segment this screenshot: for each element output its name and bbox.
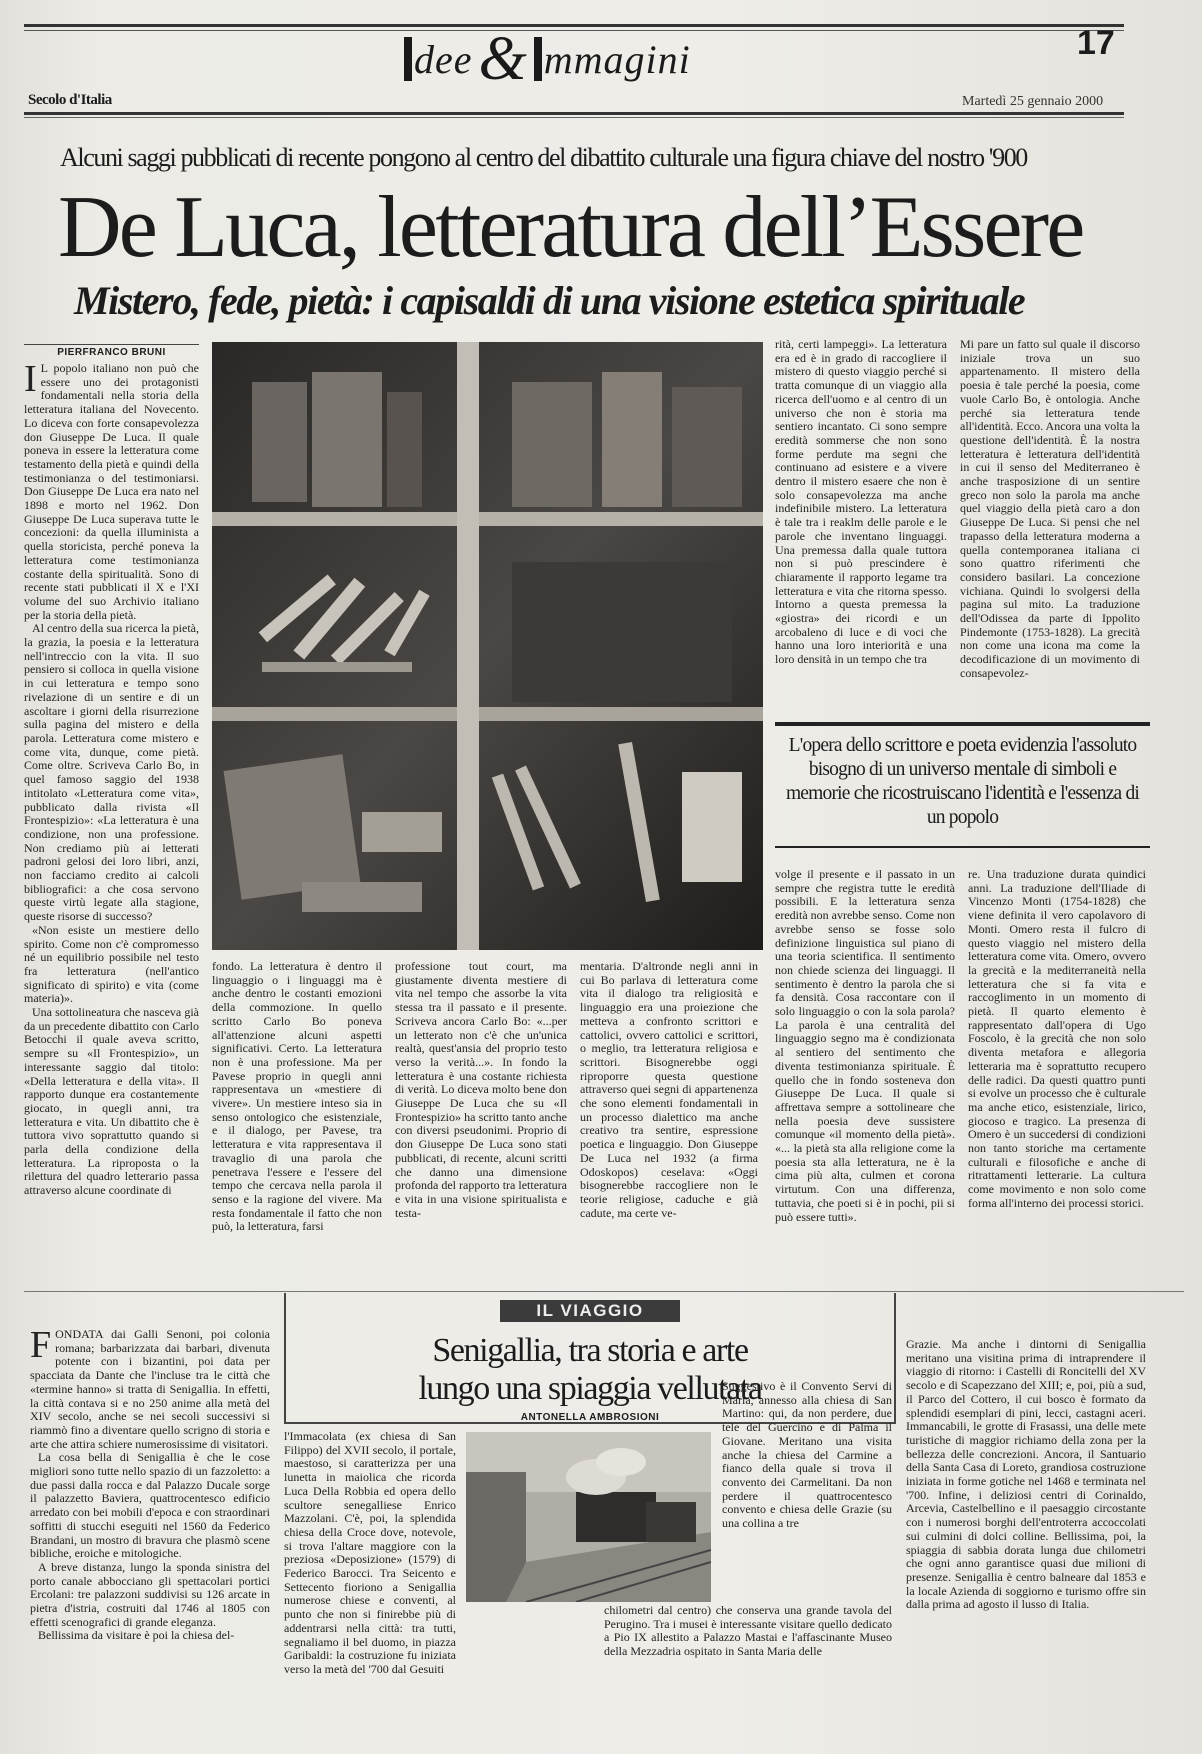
train-photo: [466, 1432, 711, 1602]
article-column-3: professione tout court, ma giustamente diventa mestiere di vita nel tempo che assorbe la vita stessa tra il passato e il presente. Scriveva ancora Carlo Bo: «...per un letterato non c'è che un'unica realtà, quest'ansia del proprio testo verso la verità...». In fondo la letteratura è una costante richiesta di verità. Lo diceva molto bene don Giuseppe De Luca che su «Il Frontespizio» ha scritto tanto anche con diversi pseudonimi. Proprio di don Giuseppe De Luca sono stati pubblicati, di recente, alcuni scritti che danno una dimensione profonda del rapporto tra letteratura e vita in una visione spiritualista e testa-: [395, 959, 567, 1220]
section-title-bar-i: [404, 37, 412, 81]
box-rule: [24, 1291, 1184, 1292]
bookshelf-photo: [212, 342, 763, 950]
article-subhead: Mistero, fede, pietà: i capisaldi di una visione estetica spirituale: [74, 278, 1025, 323]
article-column-4: mentaria. D'altronde negli anni in cui Bo parlava di letteratura come vita il dialogo tra religiosità e linguaggio era una proiezione che metteva a confronto scrittori e cattolici, ovvero cattolici e scrittori, o meglio, tra letteratura religiosa e scrittori. Bisognerebbe oggi riproporre questa questione attraverso quei segni di appartenenza che sono elementi fondamentali in un processo dialettico ma anche creativo tra sentire, espressione poetica e linguaggio. Don Giuseppe De Luca nel 1932 (a firma Odoskopos) ceselava: «Oggi bisognerebbe raccogliere non le teorie religiose, caduche e già cadute, ma certe ve-: [580, 959, 758, 1220]
paper-name: Secolo d'Italia: [28, 92, 112, 108]
article-column-6: Mi pare un fatto sul quale il discorso iniziale trova un suo appartenamento. Il mistero della poesia è tale perché la poesia, come vuole Carlo Bo, è ontologia. Anche perché sia letteratura tende all'identità. Ecco. Ancora una volta la questione dell'identità. È la nostra letteratura è letteratura dell'identità in cui il senso del Mediterraneo è anche trasposizione di un sentire greco non solo la parola ma anche quel viaggio della pietà caro a don Giuseppe De Luca. Si pensi che nel trapasso della letteratura moderna a quella contemporanea italiana ci sono quattro riferimenti che considero basilari. La concezione vichiana. Quindi lo svolgersi della pagina sul mito. La traduzione dell'Odissea da parte di Ippolito Pindemonte (1753-1828). La grecità non come una icona ma come la decodificazione di un movimento di consapevolez-: [960, 337, 1140, 680]
drop-cap: I: [24, 358, 37, 400]
article-headline: De Luca, letteratura dell’Essere: [58, 179, 1083, 276]
masthead-rule: [24, 117, 1124, 118]
article-byline: PIERFRANCO BRUNI: [24, 344, 199, 358]
box-byline: ANTONELLA AMBROSIONI: [520, 1412, 660, 1423]
masthead-rule: [24, 112, 1124, 115]
section-title-bar-i: [534, 37, 542, 81]
bookshelf-photo-image: [212, 342, 763, 950]
box-column-4: Grazie. Ma anche i dintorni di Senigallia meritano una visitina prima di intraprendere il viaggio di ritorno: i Castelli di Roncitelli del XV secolo e di Scapezzano del XIII; e, poi, più a sud, il Parco del Cottero, il cui bosco è formato da splendidi esemplari di pini, lecci, castagni aceri. Immancabili, le grotte di Frasassi, una delle mete turistiche di maggior richiamo della zona per la bellezza delle concrezioni. Ancora, il Santuario della Santa Casa di Loreto, grandiosa costruzione iniziata in forme gotiche nel 1468 e terminata nel '700. Infine, i deliziosi centri di Corinaldo, Arcevia, Castelbellino e il paesaggio circostante con i numerosi borghi dell'entroterra accoccolati sui culmini di dolci colline. Bellissima, poi, la spiaggia di sabbia dorata lunga due chilometri che ogni anno garantisce quasi due milioni di presenze. Senigallia è centro balneare dal 1853 e la locale Azienda di soggiorno e turismo offre sin dalla prima ad agosto il lusso di Italia.: [906, 1337, 1146, 1612]
section-title: dee& mmagini: [404, 24, 691, 95]
pull-quote: L'opera dello scrittore e poeta evidenzia l'assoluto bisogno di un universo mentale di simboli e memorie che ricostruiscano l'identità e l'essenza di un popolo: [775, 722, 1150, 848]
article-column-5-continued: volge il presente e il passato in un sempre che registra tutte le eredità possibili. E la letteratura senza eredità non avrebbe senso. Come non avrebbe senso se fosse solo definizione linguistica sul piano di una teoria scientifica. Il sentimento non chiede scienza dei linguaggi. Il sentimento è dentro la parola che si fa densità. Cosa raccontare con il solo linguaggio o con la sola parola? La parola è una centralità del linguaggio segno ma è condizionata al sentiero del sentimento che diventa testimonianza spirituale. È quello che in fondo sosteneva don Giuseppe De Luca. Il quale si affrettava sempre a sottolineare che nella poesia deve sussistere comunque «il momento della pietà». «... la pietà sta alla religione come la poesia sta alla letteratura, ne è la cima più alta, culmen et corona virtutum. Con una differenza, tuttavia, che poeti si è in pochi, pii si può essere tutti».: [775, 867, 955, 1224]
article-column-1: I L popolo italiano non può che essere uno dei protagonisti fondamentali nella storia della letteratura italiana del Novecento. Lo diceva con forte consapevolezza don Giuseppe De Luca. Il quale poneva in essere la letteratura come testamento della pietà e quindi della testimonianza o del testimoniarsi. Don Giuseppe De Luca era nato nel 1898 e morto nel 1962. Don Giuseppe De Luca superava tutte le concezioni: da quella illuminista a quella storicista, perché poneva la letteratura come testimonianza costante della spiritualità. Sono di recente stati pubblicati il X e l'XI volume del suo Archivio italiano per la storia della pietà. Al centro della sua ricerca la pietà, la grazia, la poesia e la letteratura nell'intreccio con la vita. Il suo pensiero si colloca in quella visione in cui letteratura e tempo sono rivelazione di un sentire e di un ascoltare i giorni della risurrezione sulla pagina del mistero e della parola. Letteratura come mistero e come vita, dunque, come pietà. Come oltre. Scriveva Carlo Bo, in quel famoso saggio del 1938 intitolato «Letteratura come vita», pubblicato dalla rivista «Il Frontespizio»: «La letteratura è una condizione, non una professione. Non crediamo più ai letterati padroni gelosi dei loro libri, anzi, non facciamo credito ai calcoli bibliografici: a che cosa servono queste virtù legate alla stagione, queste risorse di successo? «Non esiste un mestiere dello spirito. Come non c'è compromesso né un equilibrio possibile nel testo fra letteratura (nell'antico significato di spirito) e vita (come materia)». Una sottolineatura che nasceva già da un precedente dibattito con Carlo Betocchi il quale aveva scritto, sempre su «Il Frontespizio», un interessante saggio dal titolo: «Della letteratura e della vita». Il rapporto dunque era costantemente giocato, in quegli anni, tra letteratura e vita. Un dibattito che è tuttora vivo soprattutto quando si parla della condizione della letteratura. La riproposta o la rilettura del quadro letterario passa attraverso alcune coordinate di: [24, 358, 199, 1198]
article-kicker: Alcuni saggi pubblicati di recente pongono al centro del dibattito culturale una figura chiave del nostro '900: [60, 143, 1027, 172]
box-headline: Senigallia, tra storia e arte lungo una spiaggia vellutata: [418, 1332, 762, 1407]
article-column-5: rità, certi lampeggi». La letteratura era ed è in grado di raccogliere il mistero di questo viaggio perché si tratta comunque di un viaggio alla ricerca dell'uomo e al centro di un universo che non è storia ma sentiero incantato. Ci sono sempre eredità sommerse che non sono forme perdute ma segni che continuano ad esistere e a vivere dentro il mistero esaere che non è solo consapevolezza ma anche indefinibile mistero. La letteratura è tale tra i reaklm delle parole e le parole che inventano linguaggi. Una premessa dalla quale tuttora non si può prescindere è chiaramente il rapporto legame tra letteratura e vita che ritorna spesso. Intorno a questa premessa la «giostra» dei ricordi e un arcobaleno di luce e di voci che hanno una loro interiorità e una loro densità in un tempo che tra: [775, 337, 947, 667]
drop-cap: F: [30, 1324, 52, 1366]
article-column-2: fondo. La letteratura è dentro il linguaggio o i linguaggi ma è anche dentro le costanti emozioni della commozione. In quello scritto Carlo Bo poneva all'attenzione alcuni aspetti significativi. Certo. La letteratura non è una professione. Ma per Pavese proprio in quegli anni rappresentava un «mestiere di vivere». Un mestiere inteso sia in senso ontologico che esistenziale, e il dialogo, per Pavese, tra letteratura e vita rappresentava il travaglio di una parola che penetrava l'essere e l'essere del tempo che cercava nella parola il senso e la ragione del vivere. Ma resta fondamentale il fatto che non può, la letteratura, farsi: [212, 959, 382, 1234]
train-photo-image: [466, 1432, 711, 1602]
page-number: 17: [1077, 24, 1115, 62]
box-column-2: l'Immacolata (ex chiesa di San Filippo) del XVII secolo, il portale, maestoso, si caratterizza per una lunetta in maiolica che ricorda Luca Della Robbia ed opera dello scultore senegalliese Enrico Mazzolani. C'è, poi, la splendida chiesa della Croce dove, notevole, si trova l'altare maggiore con la preziosa «Deposizione» (1579) di Federico Barocci. Tra Seicento e Settecento fioriono a Senigallia numerose chiese e conventi, al punto che non si finirebbe più di addentrarsi nella città: tra tutti, segnaliamo il bel duomo, in piazza Garibaldi: la costruzione fu iniziata verso la metà del '700 dal Gesuiti: [284, 1429, 456, 1676]
article-column-6-continued: re. Una traduzione durata quindici anni. La traduzione dell'Iliade di Vincenzo Monti (1754-1828) che viene definita il vero capolavoro di Monti. Omero resta il fulcro di questo viaggio nel mistero della letteratura come vita. Omero, ovvero la grecità e la mediterraneità nella letteratura che si fa vita e raccoglimento in un momento di pietà. Il quarto elemento è rappresentato dall'opera di Ugo Foscolo, è la grecità che non solo diventa metafora e allegoria letteraria ma è soprattutto recupero delle radici. Da questi quattro punti si evolve un processo che è culturale ma anche etico, esistenziale, lirico, giocoso e tragico. La presenza di Omero è un succedersi di condizioni non tanto storiche ma certamente culturali e filosofiche e anche di ritrattamenti letterarie. La cultura come movimento e non solo come forma all'interno dei processi storici.: [968, 867, 1146, 1210]
masthead: [24, 18, 1184, 118]
publication-date: Martedì 25 gennaio 2000: [962, 94, 1104, 109]
box-column-3: Suggestivo è il Convento Servi di Maria, annesso alla chiesa di San Martino: qui, da non perdere, due tele del Guercino e di Palma il Giovane. Meritano una visita anche la chiesa del Carmine a fianco della quale si trova il convento dei Carmelitani. Da non perdere il quattrocentesco convento e chiesa delle Grazie (su una collina a tre: [722, 1379, 892, 1531]
box-column-1: FONDATA dai Galli Senoni, poi colonia romana; barbarizzata dai barbari, divenuta potente con i bizantini, poi data per spacciata da Dante che l'incluse tra le città che «termine hanno» si tratta di Senigallia. In effetti, la città contava si e no 250 anime alla metà del XIV secolo, anche se nei secoli successivi si riammò fino a diventare quello scrigno di storia e arte che attira schiere numerosissime di visitatori. La cosa bella di Senigallia è che le cose migliori sono tutte nello spazio di un fazzoletto: a due passi dalla rocca e dal Palazzo Ducale sorge il palazzetto Baviera, quattrocentesco edificio arredato con bei mobili d'epoca e con straordinari soffitti di stucchi eseguiti nel 1560 da Federico Brandani, un mostro di bravura che plasmò scene bibliche, eroiche e mitologiche. A breve distanza, lungo la sponda sinistra del porto canale abbocciano gli spettacolari portici Ercolani: tre palazzoni suddivisi su 126 arcate in pietra d'istria, costruiti dal 1746 al 1805 con effetti scenografici di grande eleganza. Bellissima da visitare è poi la chiesa del-: [30, 1324, 270, 1643]
box-column-3-continued: chilometri dal centro) che conserva una grande tavola del Perugino. Tra i musei è interessante visitare quello dedicato a Pio IX allestito a Palazzo Mastai e l'affascinante Museo della Mezzadria ospitato in Santa Maria delle: [604, 1603, 892, 1659]
section-tag: IL VIAGGIO: [500, 1300, 680, 1322]
